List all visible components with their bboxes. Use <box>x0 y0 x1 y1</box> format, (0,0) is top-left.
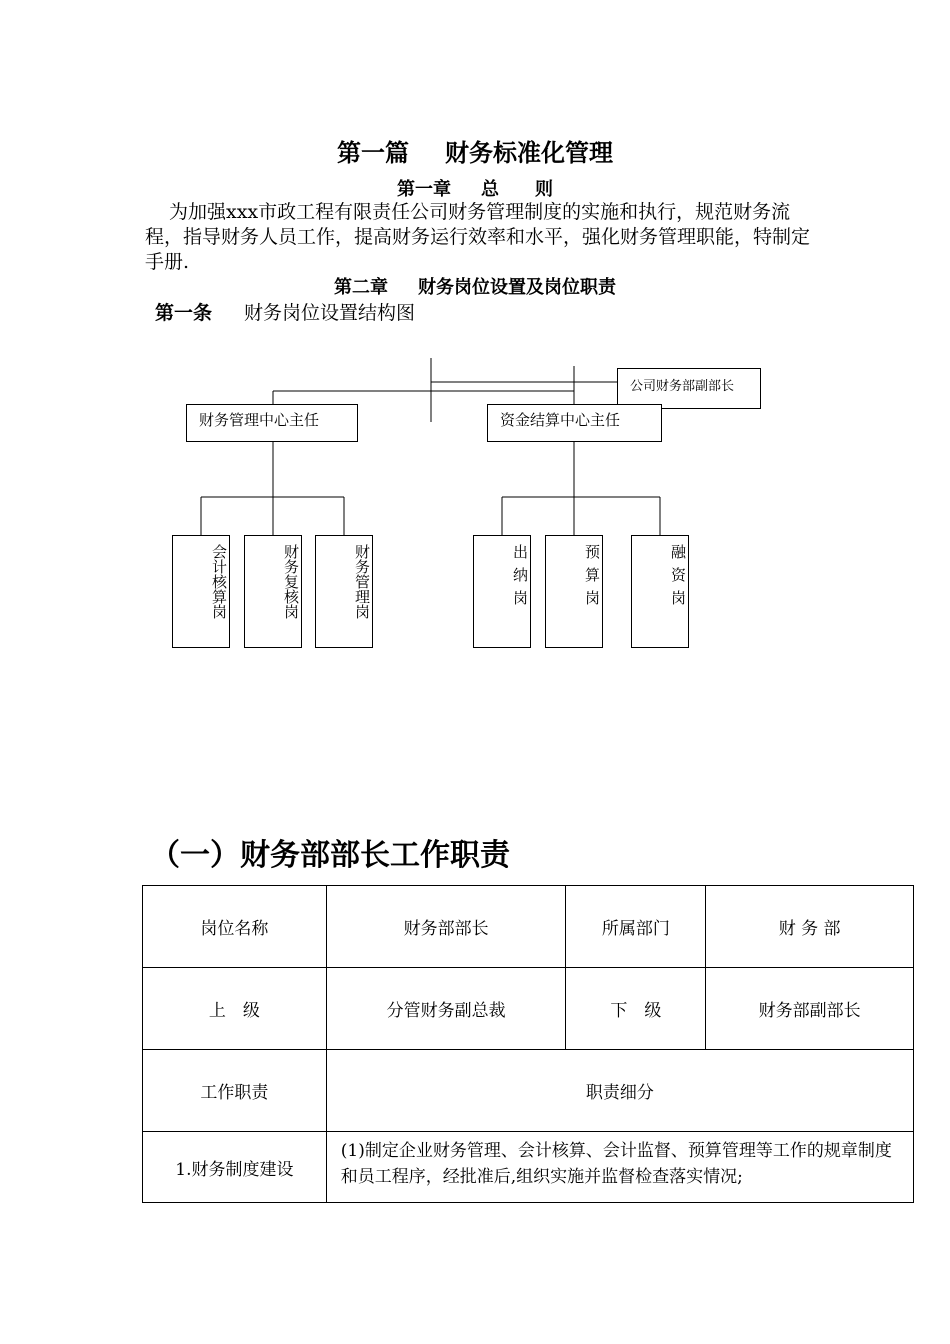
cell-dept-value: 财 务 部 <box>706 886 914 968</box>
post-financing-box: 融资岗 <box>631 535 689 648</box>
table-row <box>143 886 914 968</box>
article-1-label: 第一条 <box>155 302 213 324</box>
post-accounting-box: 会计核算岗 <box>172 535 230 648</box>
post-management-box: 财务管理岗 <box>315 535 373 648</box>
post-budget-box: 预算岗 <box>545 535 603 648</box>
post-cashier-box: 出纳岗 <box>473 535 531 648</box>
article-1-name: 财务岗位设置结构图 <box>244 302 416 324</box>
cell-duty-header: 职责细分 <box>326 1050 913 1132</box>
cell-position-value: 财务部部长 <box>326 886 566 968</box>
deputy-director-box: 公司财务部副部长 <box>617 368 761 409</box>
section-heading: （一）财务部部长工作职责 <box>150 838 510 873</box>
cell-subordinate-label: 下 级 <box>566 968 706 1050</box>
chapter-1-name: 总 则 <box>481 179 553 200</box>
table-row <box>143 1132 914 1203</box>
cell-duty-label: 工作职责 <box>143 1050 327 1132</box>
duty-table <box>142 885 914 1203</box>
cell-duty-item: 1.财务制度建设 <box>143 1132 327 1203</box>
cell-duty-detail: (1)制定企业财务管理、会计核算、会计监督、预算管理等工作的规章制度和员工程序，经批准后,组织实施并监督检查落实情况; <box>326 1132 913 1203</box>
cell-superior-label: 上 级 <box>143 968 327 1050</box>
intro-paragraph: 为加强xxx市政工程有限责任公司财务管理制度的实施和执行，规范财务流程，指导财务人员工作，提高财务运行效率和水平，强化财务管理职能，特制定手册. <box>145 201 811 273</box>
settlement-center-head-box: 资金结算中心主任 <box>487 404 662 442</box>
table-row <box>143 1050 914 1132</box>
cell-dept-label: 所属部门 <box>566 886 706 968</box>
chapter-1-label: 第一章 <box>397 179 451 200</box>
chapter-2-name: 财务岗位设置及岗位职责 <box>418 277 616 298</box>
cell-superior-value: 分管财务副总裁 <box>326 968 566 1050</box>
post-review-box: 财务复核岗 <box>244 535 302 648</box>
part-name: 财务标准化管理 <box>445 139 613 167</box>
part-label: 第一篇 <box>337 139 409 167</box>
cell-position-label: 岗位名称 <box>143 886 327 968</box>
finance-center-head-box: 财务管理中心主任 <box>186 404 358 442</box>
table-row <box>143 968 914 1050</box>
cell-subordinate-value: 财务部副部长 <box>706 968 914 1050</box>
chapter-2-label: 第二章 <box>334 277 388 298</box>
